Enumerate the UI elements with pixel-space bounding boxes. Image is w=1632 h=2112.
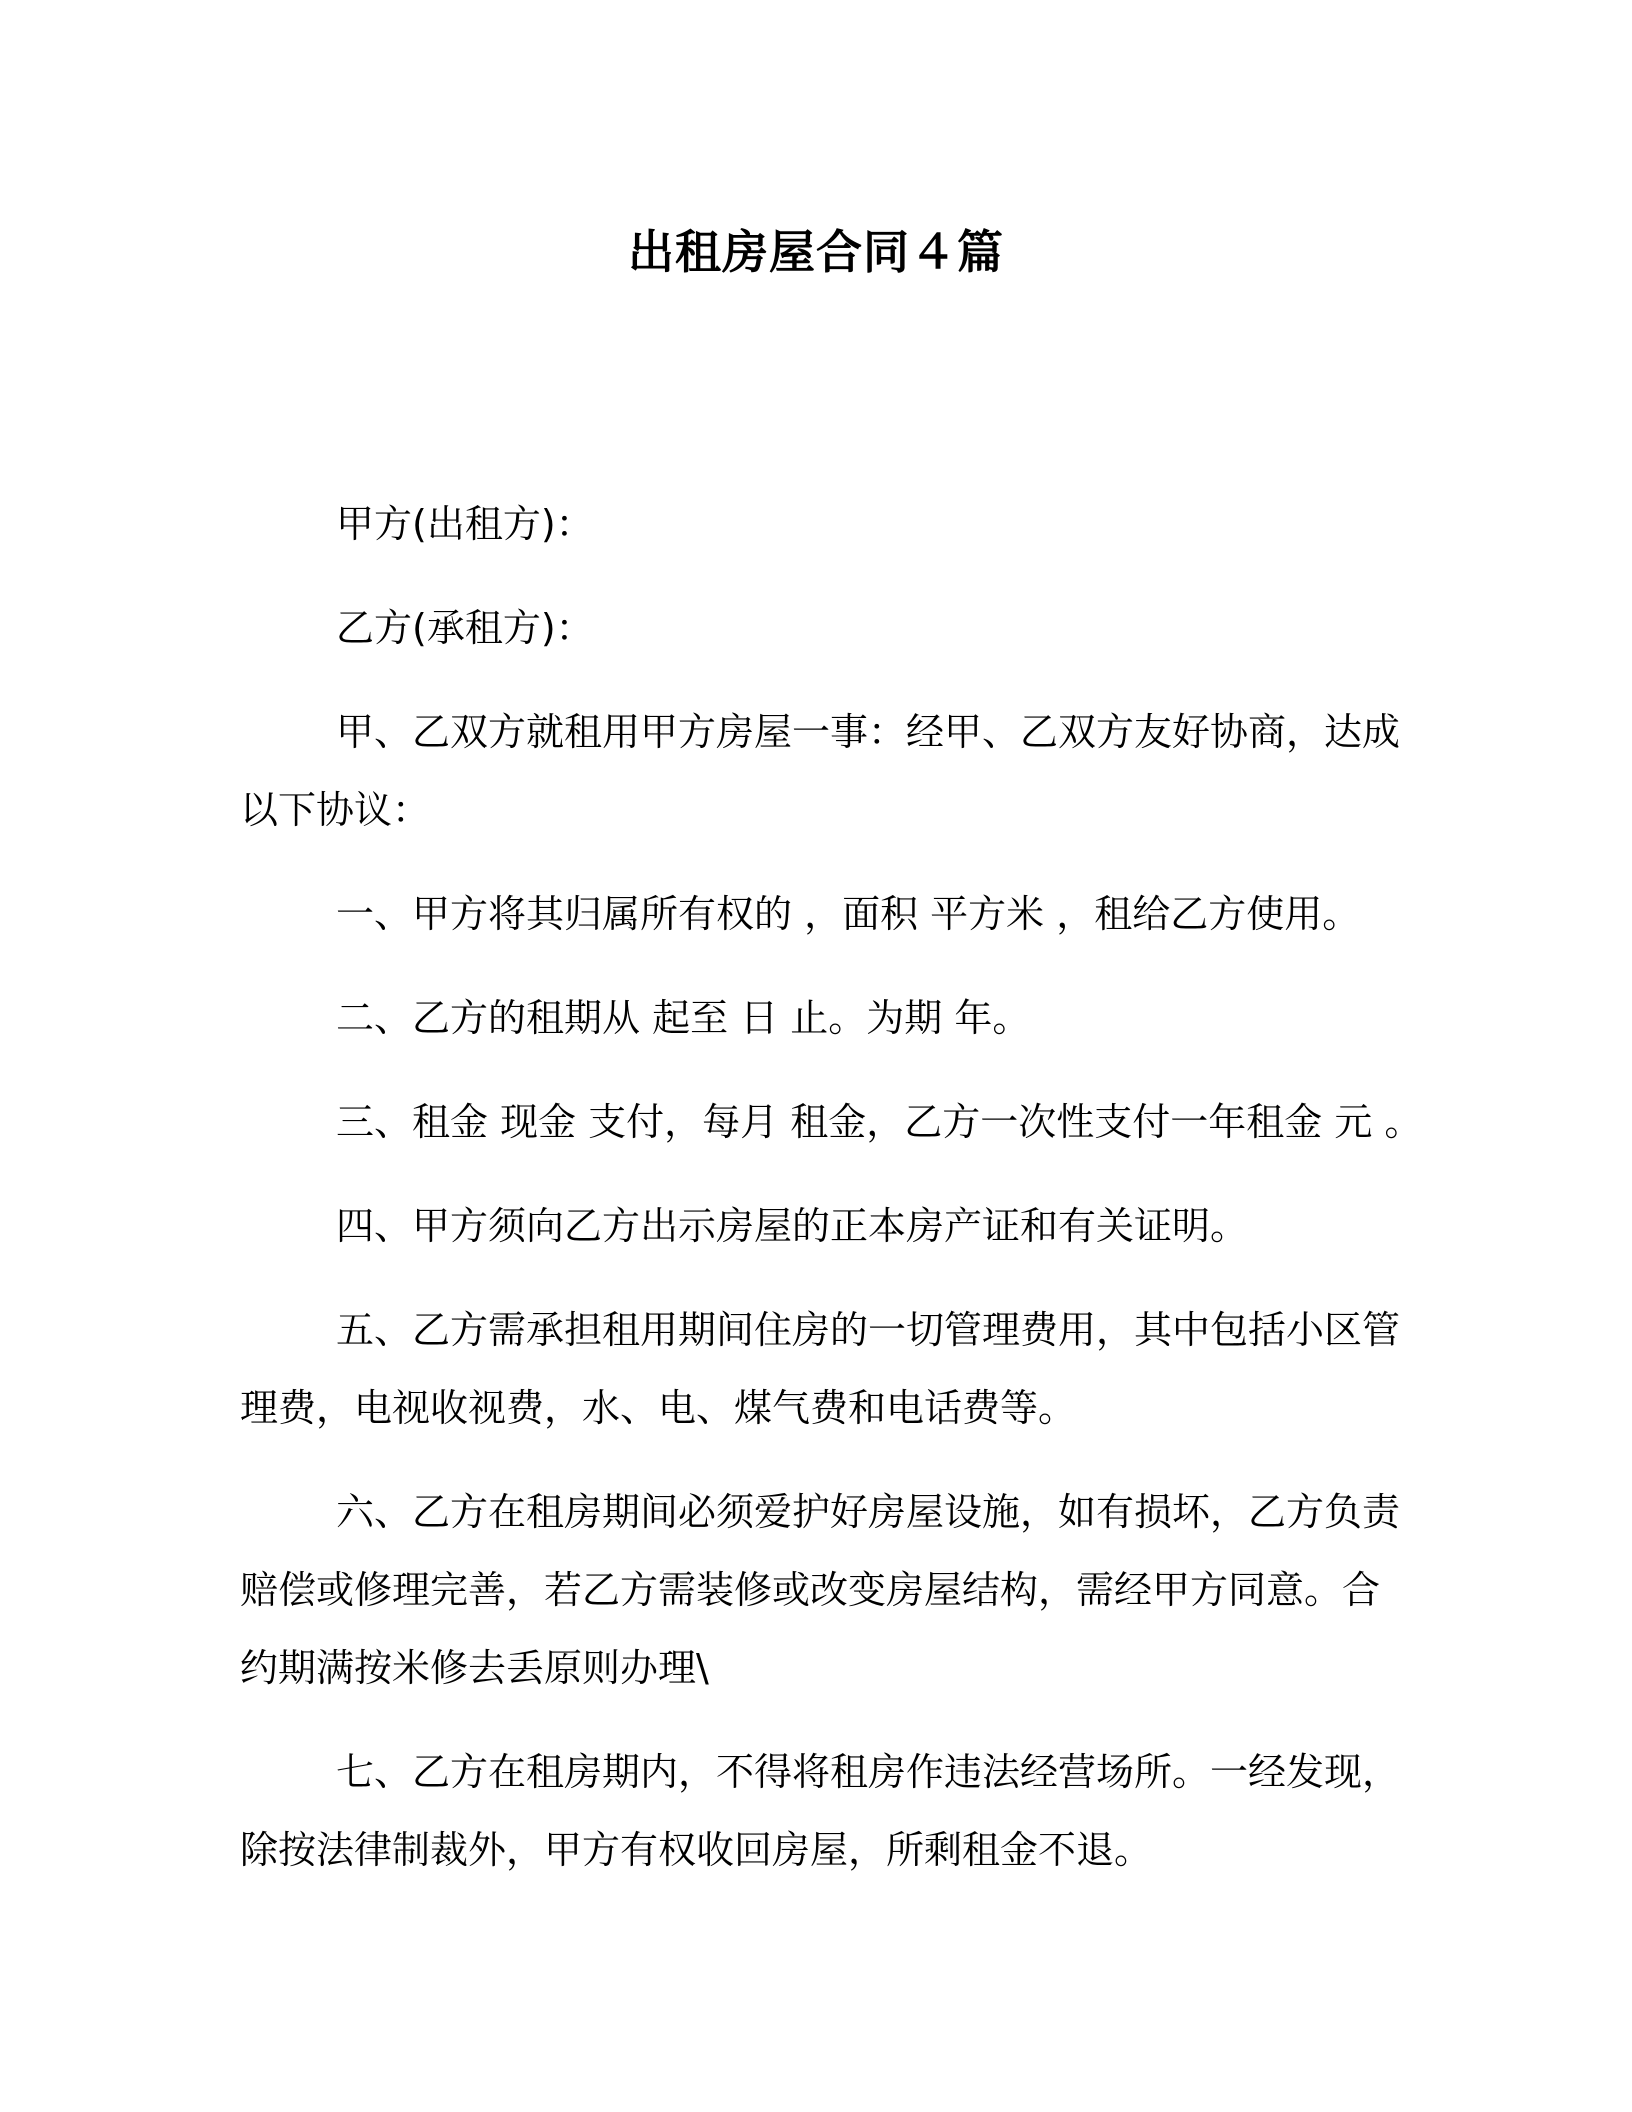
text-line: 甲、乙双方就租用甲方房屋一事：经甲、乙双方友好协商，达成 — [336, 710, 1401, 754]
clause-7 — [240, 1733, 1401, 1889]
clause-3 — [240, 1083, 1423, 1161]
clause-6 — [240, 1473, 1401, 1707]
text-line: 以下协议： — [240, 788, 431, 832]
text-line: 乙方(承租方)： — [336, 606, 594, 650]
text-line: 甲方(出租方)： — [336, 502, 594, 546]
text-line: 六、乙方在租房期间必须爱护好房屋设施，如有损坏，乙方负责 — [336, 1490, 1401, 1534]
clause-2 — [240, 979, 1390, 1057]
text-line: 五、乙方需承担租用期间住房的一切管理费用，其中包括小区管 — [336, 1308, 1401, 1352]
text-line: 七、乙方在租房期内，不得将租房作违法经营场所。一经发现， — [336, 1750, 1401, 1794]
clause-5 — [240, 1291, 1401, 1447]
party-b-line — [240, 589, 1390, 667]
text-line: 二、乙方的租期从 起至 日 止。为期 年。 — [336, 996, 1031, 1040]
clause-1 — [240, 875, 1390, 953]
text-line: 四、甲方须向乙方出示房屋的正本房产证和有关证明。 — [336, 1204, 1249, 1248]
text-line: 赔偿或修理完善，若乙方需装修或改变房屋结构，需经甲方同意。合 — [240, 1568, 1381, 1612]
text-line: 除按法律制裁外，甲方有权收回房屋，所剩租金不退。 — [240, 1828, 1153, 1872]
document-body — [240, 485, 1423, 1915]
text-line: 理费，电视收视费，水、电、煤气费和电话费等。 — [240, 1386, 1077, 1430]
text-line: 一、甲方将其归属所有权的 ，面积 平方米 ，租给乙方使用。 — [336, 892, 1361, 936]
text-line: 约期满按米修去丢原则办理\ — [240, 1646, 709, 1690]
agreement-intro — [240, 693, 1401, 849]
clause-4 — [240, 1187, 1390, 1265]
text-line: 三、租金 现金 支付，每月 租金，乙方一次性支付一年租金 元 。 — [336, 1100, 1423, 1144]
document-title: 出租房屋合同４篇 — [628, 225, 1004, 279]
party-a-line — [240, 485, 1390, 563]
